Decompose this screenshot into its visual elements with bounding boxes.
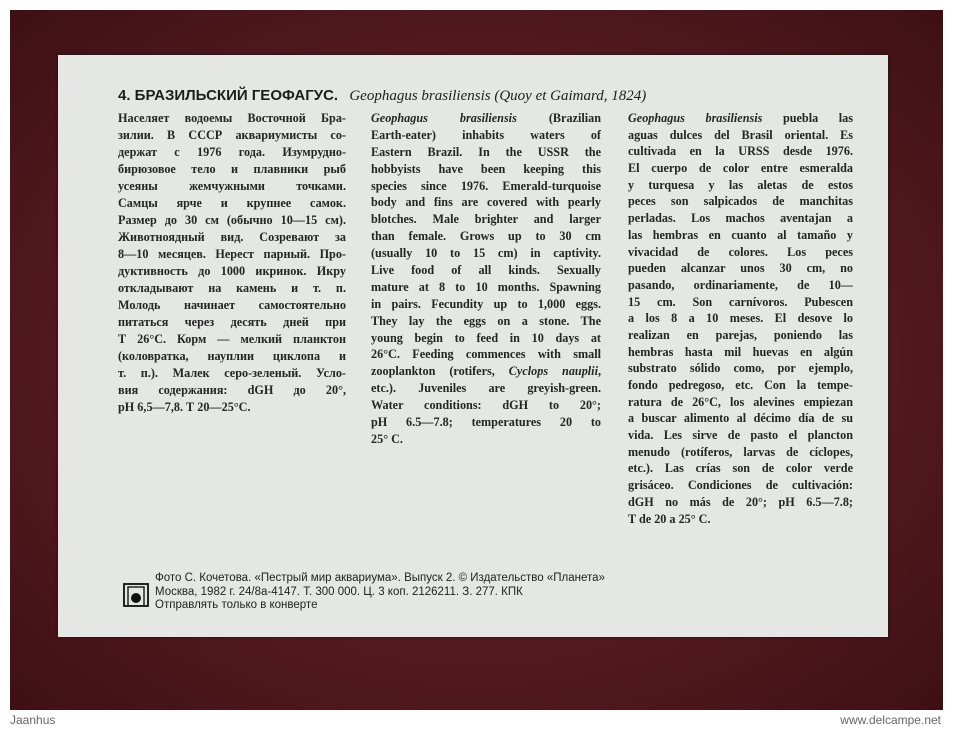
text-line: Earth-eater) inhabits waters of <box>371 127 601 142</box>
text-line: усеяны жемчужными точками. <box>118 179 346 193</box>
text-line: aguas dulces del Brasil oriental. Es <box>628 127 853 142</box>
text-line: 25° C. <box>371 431 403 446</box>
text-line: vida. Les sirve de pasto el plancton <box>628 428 853 443</box>
text-line: in pairs. Fecundity up to 1,000 eggs. <box>371 296 601 311</box>
publisher-logo-icon <box>123 583 149 607</box>
text-line: peces son salpicados de manchitas <box>628 194 853 209</box>
text-line: a buscar alimento al décimo día de su <box>628 411 853 426</box>
text-line: т. п.). Малек серо-зеленый. Усло- <box>118 366 346 380</box>
text-line: y turquesa y las aletas de estos <box>628 177 853 192</box>
text-line: 15 cm. Son carnívoros. Pubescen <box>628 294 853 309</box>
text-line: They lay the eggs on a stone. The <box>371 313 601 328</box>
text-line: Размер до 30 см (обычно 10—15 см). <box>118 213 346 227</box>
text-line: hobbyists have been keeping this <box>371 161 601 176</box>
text-line: pH 6,5—7,8. Т 20—25°С. <box>118 400 251 414</box>
text-line: fondo pedregoso, etc. Con la tempe- <box>628 378 853 392</box>
text-line: cultivada en la URSS desde 1976. <box>628 144 853 159</box>
text-line: Животноядный вид. Созревают за <box>118 230 346 244</box>
text-line: держат с 1976 года. Изумрудно- <box>118 145 346 159</box>
text-line: than female. Grows up to 30 cm <box>371 229 601 244</box>
text-line: бирюзовое тело и плавники рыб <box>118 162 346 176</box>
text-line: mature at 8 to 10 months. Spawning <box>371 279 601 294</box>
publication-info <box>155 572 605 613</box>
text-line: зилии. В СССР аквариумисты со- <box>118 128 346 142</box>
text-line: species since 1976. Emerald-turquoise <box>371 178 601 193</box>
text-line: menudo (rotíferos, larvas de cíclopes, <box>628 444 853 459</box>
text-line: las hembras en cuanto al tamaño y <box>628 227 853 242</box>
text-line: realizan en parejas, poniendo las <box>628 327 853 342</box>
russian-text-column <box>118 110 346 416</box>
text-line: T de 20 a 25° C. <box>628 511 711 526</box>
text-line: Geophagus brasiliensis (Brazilian <box>371 111 601 125</box>
text-line: pasando, ordinariamente, de 10— <box>628 277 853 292</box>
text-line: вия содержания: dGH до 20°, <box>118 383 346 397</box>
text-line: a los 8 a 10 meses. El desove lo <box>628 311 853 326</box>
footer-line-3: Отправлять только в конверте <box>155 599 318 612</box>
text-line: hembras hasta mil huevas en algún <box>628 344 853 359</box>
text-line: blotches. Male brighter and larger <box>371 212 601 227</box>
text-line: pH 6.5—7.8; temperatures 20 to <box>371 415 601 430</box>
text-line: perladas. Los machos aventajan a <box>628 211 853 226</box>
text-line: pueden alcanzar unos 30 cm, no <box>628 261 853 276</box>
text-line: Самцы ярче и крупнее самок. <box>118 196 346 210</box>
text-line: etc.). Las crías son de color verde <box>628 461 853 476</box>
text-line: Geophagus brasiliensis puebla las <box>628 111 853 125</box>
text-line: 8—10 месяцев. Нерест парный. Про- <box>118 247 346 261</box>
title-author: (Quoy et Gaimard, 1824) <box>494 88 647 104</box>
spanish-text-column <box>628 110 853 527</box>
text-line: Т 26°С. Корм — мелкий планктон <box>118 332 346 346</box>
footer-line-2: Москва, 1982 г. 24/8а-4147. Т. 300 000. Ц. 3 коп. 2126211. З. 277. КПК <box>155 585 523 598</box>
text-line: dGH no más de 20°; pH 6.5—7.8; <box>628 494 853 509</box>
watermark-left: Jaanhus <box>10 713 56 727</box>
text-line: body and fins are covered with pearly <box>371 195 601 210</box>
text-line: Water conditions: dGH to 20°; <box>371 398 601 413</box>
text-line: young begin to feed in 10 days at <box>371 330 601 345</box>
english-text-column <box>371 110 601 448</box>
text-line: zooplankton (rotifers, Cyclops nauplii, <box>371 364 602 379</box>
title-latin: Geophagus brasiliensis <box>349 88 491 104</box>
text-line: Населяет водоемы Восточной Бра- <box>118 111 346 125</box>
text-line: El cuerpo de color entre esmeralda <box>628 161 853 176</box>
text-line: ratura de 26°C, los alevines empiezan <box>628 394 853 409</box>
text-line: откладывают на камень и т. п. <box>118 281 346 295</box>
footer-line-1: Фото С. Кочетова. «Пестрый мир аквариума». Выпуск 2. © Издательство «Планета» <box>155 572 605 584</box>
title-russian: 4. БРАЗИЛЬСКИЙ ГЕОФАГУС. <box>118 87 339 104</box>
text-line: питаться через десять дней при <box>118 315 346 329</box>
text-line: (usually 10 to 15 cm) in captivity. <box>371 246 601 261</box>
text-line: Live food of all kinds. Sexually <box>371 263 601 278</box>
text-line: vivacidad de colores. Los peces <box>628 244 853 259</box>
text-line: grisáceo. Condiciones de cultivación: <box>628 478 853 493</box>
text-line: substrato sólido como, por ejemplo, <box>628 361 853 376</box>
watermark-right: www.delcampe.net <box>840 713 941 727</box>
text-line: Молодь начинает самостоятельно <box>118 298 346 312</box>
text-line: etc.). Juveniles are greyish-green. <box>371 381 601 396</box>
text-line: (коловратка, науплии циклопа и <box>118 349 346 363</box>
text-line: Eastern Brazil. In the USSR the <box>371 144 601 159</box>
text-line: 26°C. Feeding commences with small <box>371 347 601 362</box>
text-line: дуктивность до 1000 икринок. Икру <box>118 264 346 278</box>
card-title <box>118 87 646 105</box>
